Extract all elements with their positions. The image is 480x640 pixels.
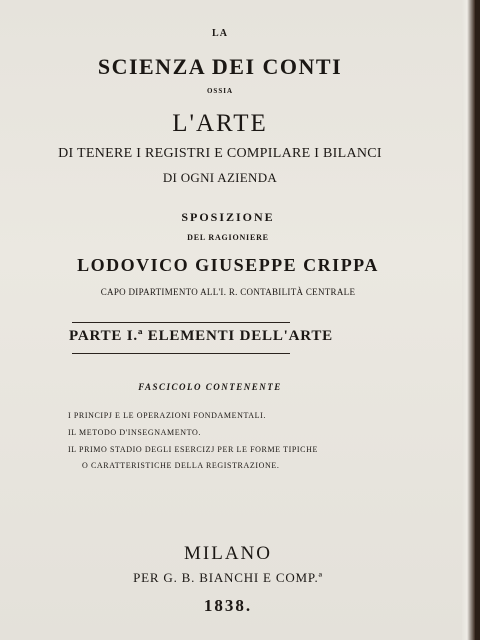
contents-item: IL PRIMO STADIO DEGLI ESERCIZJ PER LE FORME TIPICHE bbox=[68, 445, 318, 454]
subtitle-line-1: DI TENERE I REGISTRI E COMPILARE I BILANCI bbox=[58, 146, 382, 161]
imprint-city: MILANO bbox=[184, 543, 272, 564]
main-title: SCIENZA DEI CONTI bbox=[97, 54, 343, 79]
imprint-year: 1838. bbox=[203, 596, 253, 615]
contents-item: IL METODO D'INSEGNAMENTO. bbox=[68, 428, 201, 437]
contents-item: O CARATTERISTICHE DELLA REGISTRAZIONE. bbox=[82, 461, 280, 470]
author-name: LODOVICO GIUSEPPE CRIPPA bbox=[77, 255, 379, 275]
imprint-publisher: PER G. B. BIANCHI E COMP.ª bbox=[133, 570, 323, 585]
part-heading: PARTE I.ª ELEMENTI DELL'ARTE bbox=[69, 328, 333, 344]
article-la: LA bbox=[212, 28, 228, 39]
contents-item: I PRINCIPJ E LE OPERAZIONI FONDAMENTALI. bbox=[68, 411, 267, 420]
part-rule-bottom bbox=[72, 353, 290, 354]
fascicolo-heading: FASCICOLO CONTENENTE bbox=[138, 382, 282, 392]
sposizione-label: SPOSIZIONE bbox=[181, 210, 275, 224]
del-ragioniere-label: DEL RAGIONIERE bbox=[187, 233, 269, 242]
subtitle-line-2: DI OGNI AZIENDA bbox=[162, 170, 278, 185]
part-rule-top bbox=[72, 322, 290, 323]
author-position: CAPO DIPARTIMENTO ALL'I. R. CONTABILITÀ CENTRALE bbox=[100, 287, 356, 297]
ossia-label: OSSIA bbox=[206, 87, 233, 95]
arte-title: L'ARTE bbox=[172, 110, 268, 137]
